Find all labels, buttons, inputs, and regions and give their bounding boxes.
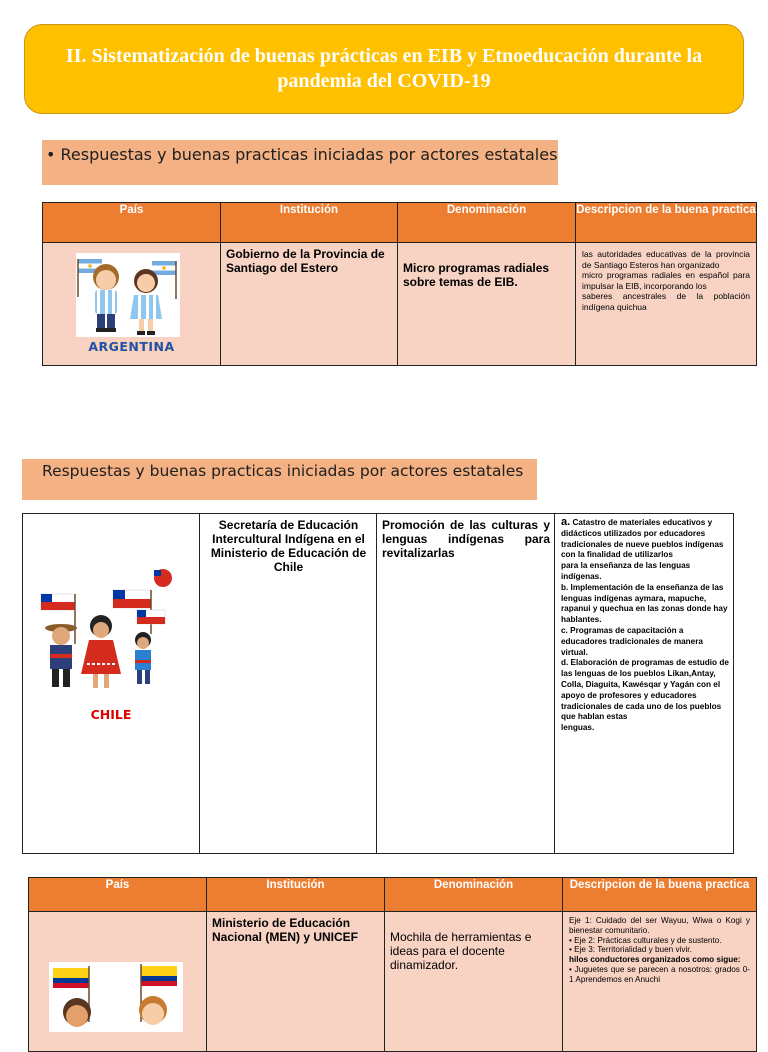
country-label-argentina: ARGENTINA [88, 339, 175, 354]
chile-children-illustration [37, 564, 173, 696]
institution-cell: Ministerio de Educación Nacional (MEN) y UNICEF [207, 912, 385, 1052]
denomination-cell: Micro programas radiales sobre temas de EIB. [398, 243, 576, 366]
description-a-marker: a. [561, 516, 571, 528]
section1-heading: • Respuestas y buenas practicas iniciadas por actores estatales [42, 140, 558, 185]
table-row [23, 514, 734, 854]
institution-cell: Gobierno de la Provincia de Santiago del Estero [221, 243, 398, 366]
country-cell [43, 243, 221, 366]
header-denomination: Denominación [398, 203, 576, 243]
country-cell [23, 514, 200, 854]
colombia-children-illustration [49, 962, 183, 1032]
colombia-table [28, 877, 757, 1052]
section2-heading: Respuestas y buenas practicas iniciadas por actores estatales [22, 459, 537, 500]
denomination-cell: Promoción de las culturas y lenguas indígenas para revitalizarlas [377, 514, 555, 854]
chile-table [22, 513, 734, 854]
table-row [43, 243, 757, 366]
table-row [29, 912, 757, 1052]
country-label-chile: CHILE [90, 707, 132, 722]
header-description: Descripcion de la buena practica [563, 878, 757, 912]
description-cell: las autoridades educativas de la provincia de Santiago Esteros han organizado micro programas radiales en español para impulsar la EIB, incorporando los saberes ancestrales de la población indígena quichua [576, 243, 757, 366]
header-country: País [29, 878, 207, 912]
description-line: • Eje 3: Territorialidad y buen vivir. [569, 945, 692, 955]
table-header-row [43, 203, 757, 243]
header-country: País [43, 203, 221, 243]
table-header-row [29, 878, 757, 912]
header-institution: Institución [207, 878, 385, 912]
header-institution: Institución [221, 203, 398, 243]
denomination-cell: Mochila de herramientas e ideas para el docente dinamizador. [385, 912, 563, 1052]
description-line: • Eje 2: Prácticas culturales y de sustento. [569, 935, 722, 945]
header-description: Descripcion de la buena practica [576, 203, 757, 243]
description-text: Catastro de materiales educativos y didácticos utilizados por educadores tradicionales de nueve pueblos indígenas con la finalidad de utilizarlos para la enseñanza de las lenguas indígenas. b. Implementación de la enseñanza de las lenguas indígenas aymara, mapuche, rapanui y quechua en las zonas donde hay hablantes. c. Programas de capacitación a educadores tradicionales de manera virtual. d. Elaboración de programas de estudio de las lenguas de los pueblos Likan,Antay, Colla, Diaguita, Kawésqar y Yagán con el apoyo de profesores y educadores tradicionales de cada uno de los pueblos que hablan estas lenguas. [561, 518, 729, 733]
argentina-table [42, 202, 757, 366]
description-line: Eje 1: Cuidado del ser Wayuu, Wiwa o Kogi y bienestar comunitario. [569, 916, 750, 935]
argentina-children-illustration [76, 253, 180, 337]
description-cell [555, 514, 734, 854]
institution-cell: Secretaría de Educación Intercultural Indígena en el Ministerio de Educación de Chile [200, 514, 377, 854]
header-denomination: Denominación [385, 878, 563, 912]
country-cell [29, 912, 207, 1052]
description-bold: hilos conductores organizados como sigue: [569, 955, 741, 965]
description-cell [563, 912, 757, 1052]
description-line: • Juguetes que se parecen a nosotros: grados 0-1 Aprendemos en Anuchi [569, 964, 750, 984]
page-title: II. Sistematización de buenas prácticas en EIB y Etnoeducación durante la pandemia del COVID-19 [24, 24, 744, 114]
